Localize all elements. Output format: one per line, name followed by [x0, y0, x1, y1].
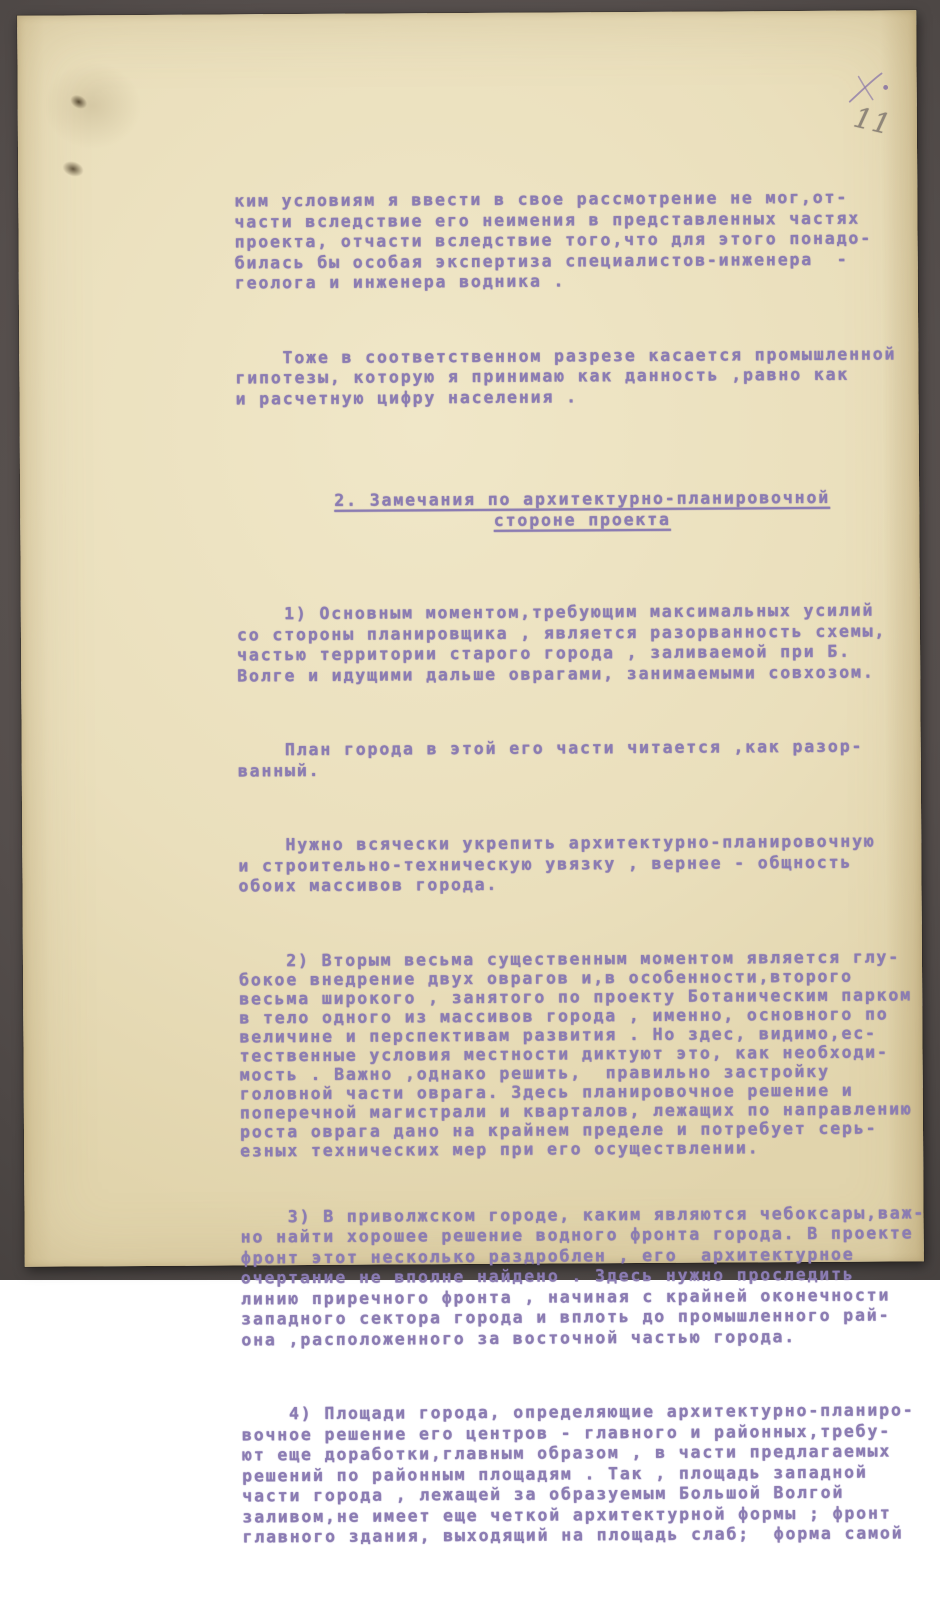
paragraph-linkage: Нужно всячески укрепить архитектурно-планировочную и строительно-техническую увязку , вернее - общность обоих массивов города. — [238, 831, 876, 896]
paper-crease — [31, 51, 222, 222]
paragraph-plan-torn: План города в этой его части читается ,как разор- ванный. — [237, 736, 864, 780]
paragraph-hypothesis: Тоже в соответственном разрезе касается промышленной гипотезы, которую я принимаю как данность ,равно как и расчетную цифру населения . — [235, 343, 897, 408]
staple-hole — [68, 92, 90, 112]
handwritten-page-number: 11 — [850, 100, 895, 142]
paragraph-point-3: 3) В приволжском городе, каким являются чебоксары,важ- но найти хорошее решение водного фронта города. В проекте фронт этот несколько раздроблен , его архитектурное очертание не вполне найдено . Здесь нужно проследить линию приречного фронта , начиная с крайней оконечности западного сектора города и вплоть до промышленного рай- она ,расположенного за восточной частью города. — [240, 1202, 926, 1349]
paragraph-expertise: ким условиям я ввести в свое рассмотрение не мог,от- части вследствие его неимения в представленных частях проекта, отчасти вследствие того,что для этого понадо- билась бы особая экспертиза специалистов-инженера - геолога и инженера водника . — [234, 187, 873, 293]
paragraph-point-2: 2) Вторым весьма существенным моментом является глу- бокое внедрение двух оврагов и,в особенности,второго весьма широкого , занятого по проекту Ботаническим парком в тело одного из массивов города , именно, основного по величине и перспективам развития . Но здес, видимо,ес- тественные условия местности диктуют это, как необходи- мость . Важно ,однако решить, правильно застройку головной части оврага. Здесь планировочное решение и поперечной магистрали и кварталов, лежащих по направлению роста оврага дано на крайнем пределе и потребует серь- езных технических мер при его осуществлении. — [238, 946, 913, 1160]
paragraph-point-1: 1) Основным моментом,требующим максимальных усилий со стороны планировщика , является разорванность схемы, частью территории старого города , заливаемой при Б. Волге и идущими дальше оврагами, занимаемыми совхозом. — [236, 600, 887, 685]
paragraph-point-4: 4) Площади города, определяющие архитектурно-планиро- вочное решение его центров - главного и районных,требу- ют еще доработки,главным образом , в части предлагаемых решений по районным площадям . Так , площадь западной части города , лежащей за образуемым Большой Волгой заливом,не имеет еще четкой архитектурной формы ; фронт главного здания, выходящий на площадь слаб; форма самой — [241, 1400, 915, 1547]
section-heading: 2. Замечания по архитектурно-планировочной стороне проекта — [334, 487, 831, 530]
typewritten-text — [234, 146, 935, 1602]
document-page — [17, 10, 926, 1547]
staple-hole — [60, 158, 86, 179]
